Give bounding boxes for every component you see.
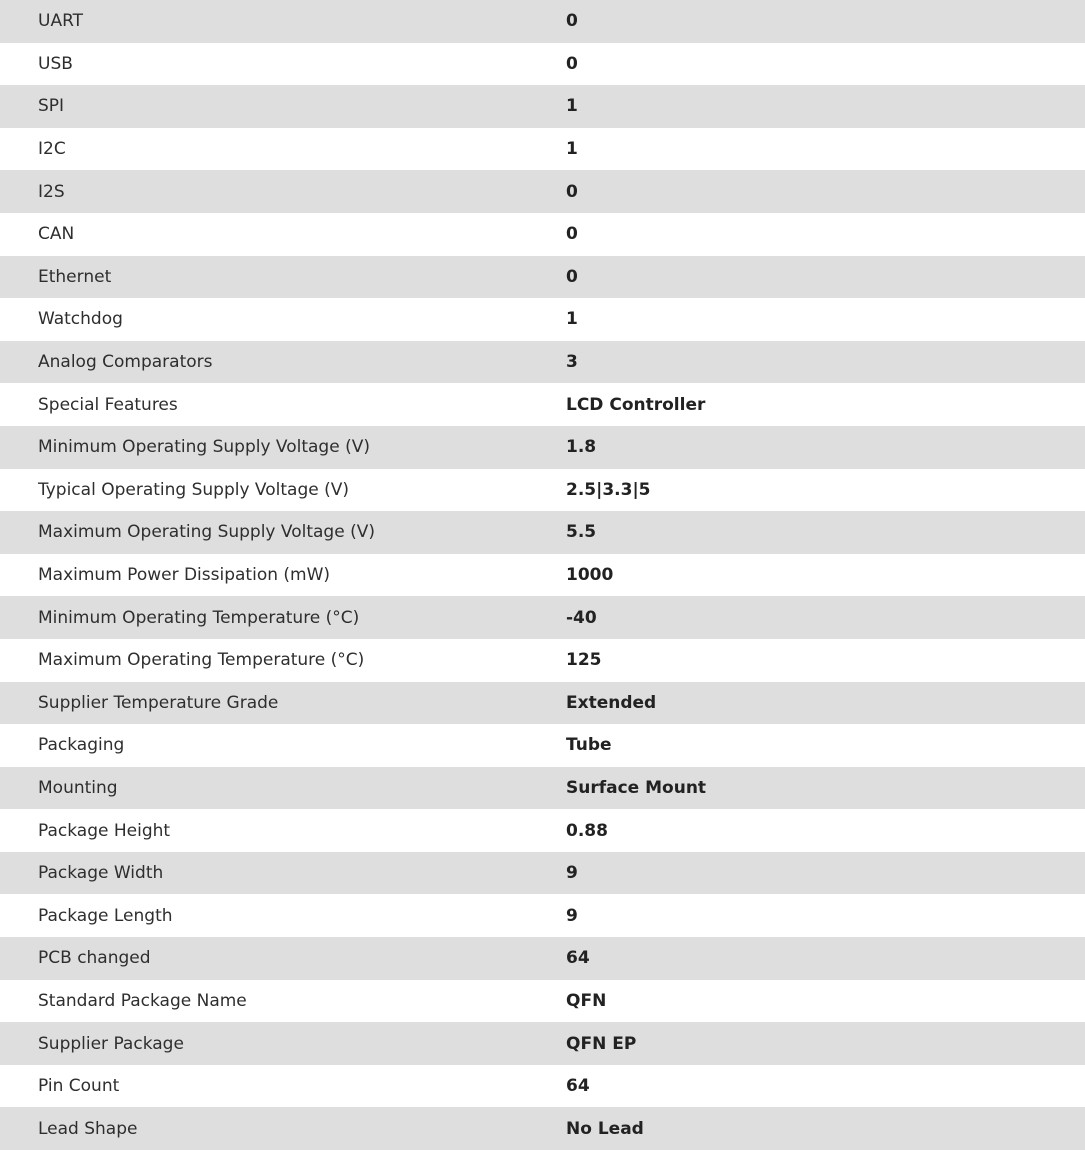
spec-label: UART xyxy=(38,11,84,32)
spec-value: 1000 xyxy=(566,565,614,586)
spec-label: Pin Count xyxy=(38,1076,120,1097)
spec-label: Maximum Operating Temperature (°C) xyxy=(38,650,365,671)
spec-row xyxy=(0,213,1085,256)
spec-label: Packaging xyxy=(38,735,125,756)
spec-value: QFN EP xyxy=(566,1033,637,1054)
spec-label: Minimum Operating Supply Voltage (V) xyxy=(38,437,370,458)
spec-row xyxy=(0,682,1085,725)
spec-label: Minimum Operating Temperature (°C) xyxy=(38,607,360,628)
spec-value: 64 xyxy=(566,1076,590,1097)
spec-row xyxy=(0,767,1085,810)
spec-row xyxy=(0,894,1085,937)
spec-row xyxy=(0,128,1085,171)
spec-row xyxy=(0,1022,1085,1065)
spec-value: 0 xyxy=(566,11,578,32)
spec-label: USB xyxy=(38,53,73,74)
spec-row xyxy=(0,724,1085,767)
spec-label: Ethernet xyxy=(38,266,112,287)
spec-row xyxy=(0,937,1085,980)
spec-label: Special Features xyxy=(38,394,178,415)
spec-value: 1 xyxy=(566,309,578,330)
spec-value: 9 xyxy=(566,905,578,926)
spec-value: 9 xyxy=(566,863,578,884)
spec-label: Package Height xyxy=(38,820,171,841)
spec-label: Supplier Temperature Grade xyxy=(38,692,279,713)
spec-row xyxy=(0,469,1085,512)
spec-row xyxy=(0,639,1085,682)
spec-label: Lead Shape xyxy=(38,1118,138,1139)
spec-value: 0 xyxy=(566,53,578,74)
spec-value: QFN xyxy=(566,990,607,1011)
spec-value: 5.5 xyxy=(566,522,597,543)
spec-value: Extended xyxy=(566,692,657,713)
spec-row xyxy=(0,1107,1085,1150)
spec-label: Package Length xyxy=(38,905,173,926)
spec-row xyxy=(0,980,1085,1023)
spec-value: Surface Mount xyxy=(566,777,707,798)
spec-row xyxy=(0,383,1085,426)
spec-row xyxy=(0,511,1085,554)
spec-label: I2C xyxy=(38,139,66,160)
spec-value: 0.88 xyxy=(566,820,608,841)
spec-value: -40 xyxy=(566,607,597,628)
spec-value: 0 xyxy=(566,224,578,245)
spec-row xyxy=(0,0,1085,43)
spec-label: Analog Comparators xyxy=(38,352,213,373)
spec-label: Package Width xyxy=(38,863,164,884)
spec-value: 0 xyxy=(566,181,578,202)
spec-label: Watchdog xyxy=(38,309,123,330)
spec-value: 1.8 xyxy=(566,437,597,458)
spec-value: Tube xyxy=(566,735,612,756)
spec-value: 1 xyxy=(566,96,578,117)
spec-value: 2.5|3.3|5 xyxy=(566,479,651,500)
spec-value: LCD Controller xyxy=(566,394,706,415)
spec-value: 1 xyxy=(566,139,578,160)
spec-row xyxy=(0,852,1085,895)
spec-label: Maximum Power Dissipation (mW) xyxy=(38,565,331,586)
spec-value: No Lead xyxy=(566,1118,644,1139)
spec-label: SPI xyxy=(38,96,65,117)
spec-row xyxy=(0,256,1085,299)
spec-label: PCB changed xyxy=(38,948,151,969)
spec-label: Mounting xyxy=(38,777,118,798)
spec-row xyxy=(0,341,1085,384)
spec-label: CAN xyxy=(38,224,75,245)
spec-row xyxy=(0,85,1085,128)
spec-value: 3 xyxy=(566,352,578,373)
spec-row xyxy=(0,43,1085,86)
spec-label: Standard Package Name xyxy=(38,990,247,1011)
spec-row xyxy=(0,596,1085,639)
spec-row xyxy=(0,298,1085,341)
spec-label: Maximum Operating Supply Voltage (V) xyxy=(38,522,375,543)
spec-value: 0 xyxy=(566,266,578,287)
spec-label: Supplier Package xyxy=(38,1033,184,1054)
spec-row xyxy=(0,170,1085,213)
spec-label: Typical Operating Supply Voltage (V) xyxy=(38,479,349,500)
spec-row xyxy=(0,809,1085,852)
spec-row xyxy=(0,1065,1085,1108)
spec-row xyxy=(0,426,1085,469)
spec-value: 125 xyxy=(566,650,602,671)
spec-label: I2S xyxy=(38,181,65,202)
spec-value: 64 xyxy=(566,948,590,969)
spec-row xyxy=(0,554,1085,597)
